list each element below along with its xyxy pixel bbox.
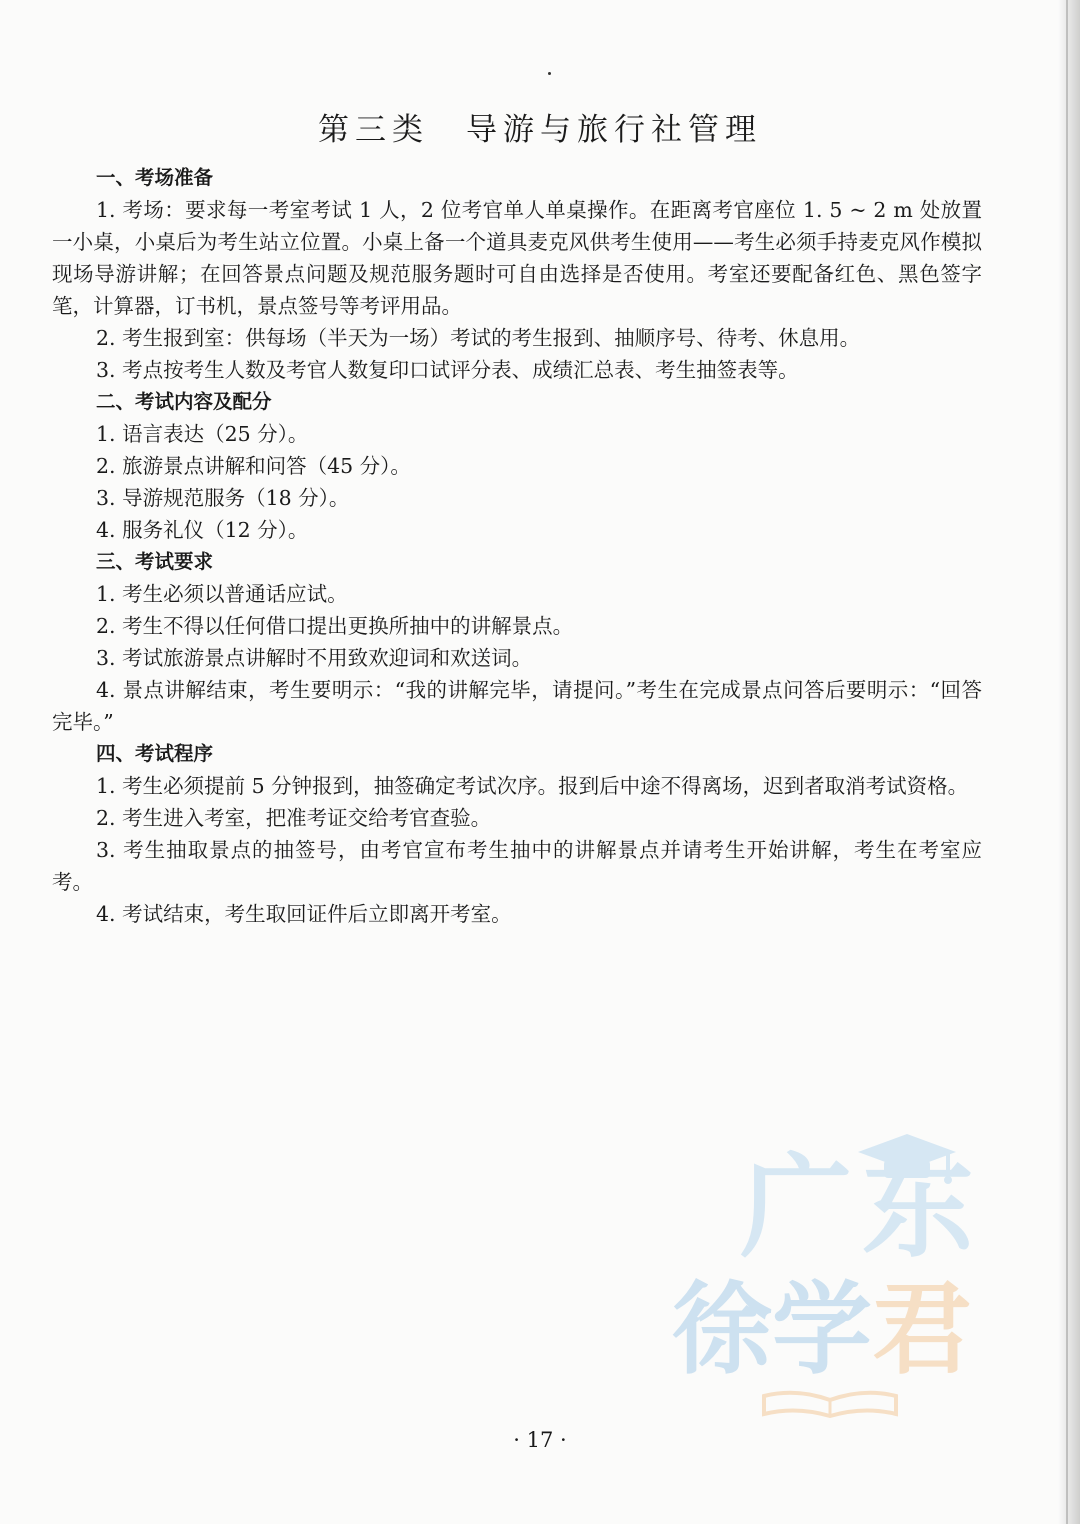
page-title: 第三类 导游与旅行社管理 — [318, 112, 762, 148]
section-heading: 二、考试内容及配分 — [96, 390, 272, 413]
paragraph: 4. 服务礼仪（12 分）。 — [96, 518, 309, 542]
watermark-line2-accent: 君 — [872, 1271, 972, 1388]
paragraph: 1. 考生必须以普通话应试。 — [96, 582, 348, 606]
paragraph: 3. 考点按考生人数及考官人数复印口试评分表、成绩汇总表、考生抽签表等。 — [96, 358, 799, 382]
open-book-icon — [760, 1388, 900, 1418]
watermark-logo — [670, 1130, 1010, 1430]
scan-edge-shadow — [1058, 0, 1080, 1524]
paragraph: 3. 导游规范服务（18 分）。 — [96, 486, 350, 510]
watermark-line2 — [672, 1271, 972, 1388]
section — [52, 738, 982, 930]
page-number: · 17 · — [513, 1428, 567, 1452]
scan-edge-line — [1066, 0, 1068, 1524]
paragraph: 3. 考试旅游景点讲解时不用致欢迎词和欢送词。 — [96, 646, 533, 670]
paragraph: 3. 考生抽取景点的抽签号，由考官宣布考生抽中的讲解景点并请考生开始讲解，考生在考室应考。 — [52, 838, 982, 894]
section — [52, 546, 982, 738]
paragraph: 2. 考生报到室：供每场（半天为一场）考试的考生报到、抽顺序号、待考、休息用。 — [96, 326, 861, 350]
paragraph: 4. 考试结束，考生取回证件后立即离开考室。 — [96, 902, 512, 926]
watermark-line1: 广东 — [740, 1143, 984, 1273]
paragraph: 1. 语言表达（25 分）。 — [96, 422, 309, 446]
paragraph: 2. 旅游景点讲解和问答（45 分）。 — [96, 454, 411, 478]
document-body — [52, 162, 982, 930]
paragraph: 1. 考生必须提前 5 分钟报到，抽签确定考试次序。报到后中途不得离场，迟到者取消考试资格。 — [96, 774, 969, 798]
section-heading: 四、考试程序 — [96, 742, 214, 765]
section-heading: 三、考试要求 — [96, 550, 214, 573]
paragraph: 2. 考生进入考室，把准考证交给考官查验。 — [96, 806, 492, 830]
watermark-line2-main: 徐学 — [672, 1271, 872, 1388]
paragraph: 4. 景点讲解结束，考生要明示：“我的讲解完毕，请提问。”考生在完成景点问答后要明示：“回答完毕。” — [52, 678, 982, 734]
scan-dot — [548, 72, 551, 75]
paragraph: 1. 考场：要求每一考室考试 1 人，2 位考官单人单桌操作。在距离考官座位 1. 5 ~ 2 m 处放置一小桌，小桌后为考生站立位置。小桌上备一个道具麦克风供考生使用——考生必须手持麦克风作模拟现场导游讲解；在回答景点问题及规范服务题时可自由选择是否使用。考室还要配备红色、黑色签字笔，计算器，订书机，景点签号等考评用品。 — [52, 198, 982, 318]
section — [52, 162, 982, 386]
paragraph: 2. 考生不得以任何借口提出更换所抽中的讲解景点。 — [96, 614, 574, 638]
section-heading: 一、考场准备 — [96, 166, 214, 189]
section — [52, 386, 982, 546]
